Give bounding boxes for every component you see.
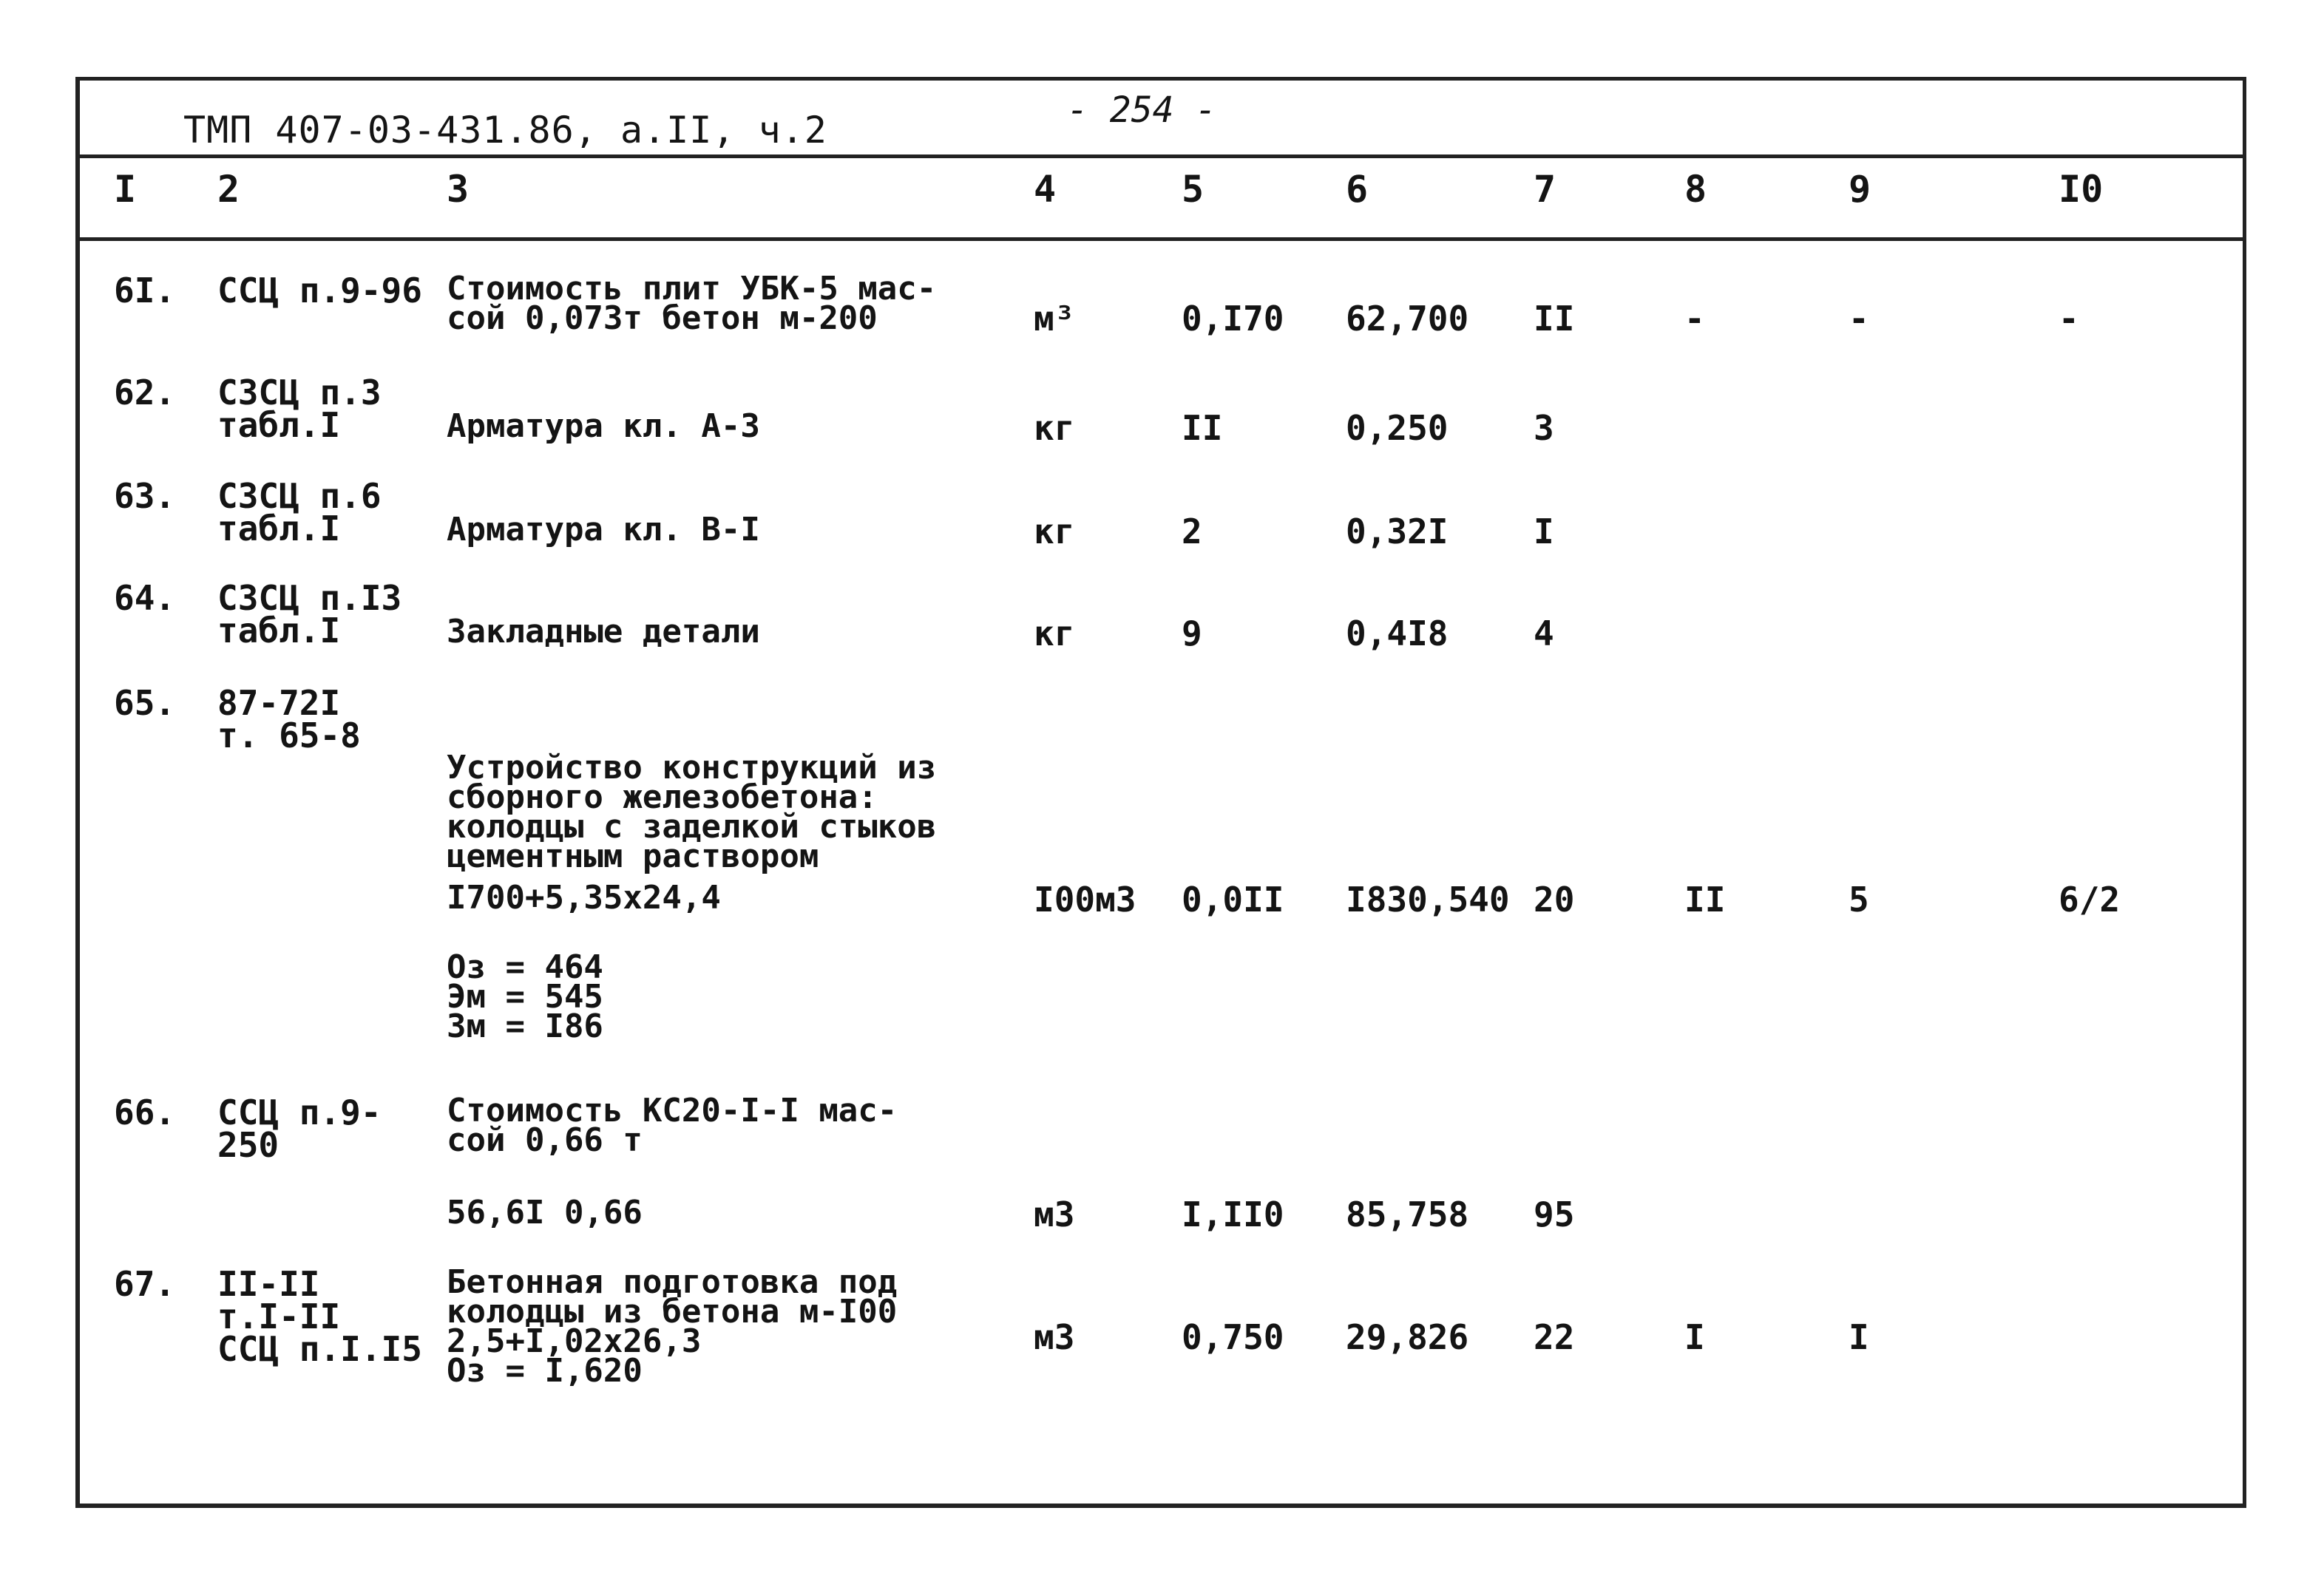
norm-reference — [217, 271, 422, 310]
value-c7: II — [1534, 299, 1575, 339]
col-header-6: 6 — [1346, 168, 1369, 211]
col-header-4: 4 — [1034, 168, 1057, 211]
norm-reference-line: ССЦ п.9- — [217, 1093, 382, 1132]
row-number: 6I. — [114, 271, 176, 310]
work-description — [447, 407, 760, 445]
work-description-line: 56,6I 0,66 — [447, 1194, 643, 1231]
work-description-line: Арматура кл. В-I — [447, 511, 760, 548]
value-price: I830,540 — [1346, 880, 1510, 920]
norm-reference — [217, 683, 361, 755]
work-description — [447, 1194, 643, 1231]
value-c8: II — [1684, 880, 1726, 920]
value-c7: 95 — [1534, 1195, 1575, 1234]
norm-reference-line: ССЦ п.I.I5 — [217, 1329, 422, 1369]
work-description-line: Стоимость КС20-I-I мас- — [447, 1092, 898, 1129]
work-description-line: 2,5+I,02x26,3 — [447, 1322, 702, 1360]
work-description-line: Стоимость плит УБК-5 мас- — [447, 270, 937, 308]
value-qty: 0,750 — [1182, 1317, 1284, 1357]
work-description-line: Бетонная подготовка под — [447, 1263, 898, 1301]
work-description — [447, 511, 760, 548]
work-description-line: сой 0,66 т — [447, 1121, 643, 1159]
value-unit: I00м3 — [1034, 880, 1136, 920]
value-c8: - — [1684, 299, 1705, 339]
col-header-10: I0 — [2059, 168, 2104, 211]
work-description-line: Закладные детали — [447, 613, 760, 650]
value-qty: 0,I70 — [1182, 299, 1284, 339]
work-description-line: Оз = 464 — [447, 948, 603, 986]
col-header-5: 5 — [1182, 168, 1205, 211]
norm-reference-line: СЗСЦ п.3 — [217, 373, 382, 412]
value-qty: 2 — [1182, 512, 1202, 551]
value-c9: 5 — [1849, 880, 1869, 920]
row-number: 62. — [114, 373, 176, 412]
value-unit: кг — [1034, 614, 1075, 653]
value-unit: кг — [1034, 512, 1075, 551]
norm-reference — [217, 1093, 382, 1165]
work-description — [447, 613, 760, 650]
work-description — [447, 1092, 898, 1159]
value-qty: 0,0II — [1182, 880, 1284, 920]
value-c10: - — [2059, 299, 2079, 339]
value-c7: 4 — [1534, 614, 1554, 653]
norm-reference-line: СЗСЦ п.6 — [217, 476, 382, 516]
norm-reference-line: СЗСЦ п.I3 — [217, 578, 402, 618]
row-number: 63. — [114, 476, 176, 516]
work-description-line: Эм = 545 — [447, 978, 603, 1016]
value-price: 85,758 — [1346, 1195, 1469, 1234]
col-header-2: 2 — [217, 168, 240, 211]
work-description-line: Оз = I,620 — [447, 1352, 643, 1390]
norm-reference-line: табл.I — [217, 405, 341, 445]
work-description — [447, 1263, 898, 1390]
value-c7: 3 — [1534, 408, 1554, 448]
document-frame — [75, 77, 2246, 1508]
norm-reference — [217, 373, 382, 445]
work-description — [447, 749, 937, 875]
column-header-divider — [80, 237, 2243, 241]
value-c7: I — [1534, 512, 1554, 551]
value-c8: I — [1684, 1317, 1705, 1357]
value-unit: м³ — [1034, 299, 1075, 339]
norm-reference-line: табл.I — [217, 509, 341, 548]
col-header-3: 3 — [447, 168, 470, 211]
norm-reference — [217, 476, 382, 548]
norm-reference-line: табл.I — [217, 611, 341, 650]
value-price: 29,826 — [1346, 1317, 1469, 1357]
value-c9: I — [1849, 1317, 1869, 1357]
value-price: 62,700 — [1346, 299, 1469, 339]
norm-reference-line: т.I-II — [217, 1297, 341, 1336]
work-description-line: Арматура кл. А-3 — [447, 407, 760, 445]
value-unit: кг — [1034, 408, 1075, 448]
value-price: 0,250 — [1346, 408, 1449, 448]
value-price: 0,4I8 — [1346, 614, 1449, 653]
norm-reference — [217, 578, 402, 650]
work-description — [447, 948, 603, 1045]
norm-reference-line: II-II — [217, 1264, 320, 1304]
col-header-7: 7 — [1534, 168, 1556, 211]
work-description-line: цементным раствором — [447, 838, 819, 875]
row-number: 65. — [114, 683, 176, 723]
value-c7: 22 — [1534, 1317, 1575, 1357]
work-description-line: I700+5,35x24,4 — [447, 879, 721, 917]
header-divider — [80, 154, 2243, 158]
value-qty: I,II0 — [1182, 1195, 1284, 1234]
value-qty: II — [1182, 408, 1223, 448]
row-number: 64. — [114, 578, 176, 618]
value-price: 0,32I — [1346, 512, 1449, 551]
row-number: 66. — [114, 1093, 176, 1132]
norm-reference-line: 87-72I — [217, 683, 341, 723]
norm-reference-line: т. 65-8 — [217, 716, 361, 755]
value-c10: 6/2 — [2059, 880, 2121, 920]
page-number: - 254 - — [1067, 89, 1217, 131]
work-description-line: колодцы с заделкой стыков — [447, 808, 937, 846]
work-description — [447, 270, 937, 337]
work-description-line: сборного железобетона: — [447, 778, 878, 816]
work-description-line: Устройство конструкций из — [447, 749, 937, 786]
work-description-line: сой 0,073т бетон м-200 — [447, 299, 878, 337]
work-description-line: Зм = I86 — [447, 1008, 603, 1045]
value-qty: 9 — [1182, 614, 1202, 653]
value-unit: м3 — [1034, 1195, 1075, 1234]
value-c9: - — [1849, 299, 1869, 339]
work-description-line: колодцы из бетона м-I00 — [447, 1293, 898, 1331]
work-description — [447, 879, 721, 917]
norm-reference — [217, 1264, 422, 1369]
col-header-1: I — [114, 168, 137, 211]
norm-reference-line: 250 — [217, 1125, 280, 1165]
value-c7: 20 — [1534, 880, 1575, 920]
norm-reference-line: ССЦ п.9-96 — [217, 271, 422, 310]
col-header-8: 8 — [1684, 168, 1707, 211]
document-code: ТМП 407-03-431.86, а.II, ч.2 — [183, 109, 827, 152]
value-unit: м3 — [1034, 1317, 1075, 1357]
row-number: 67. — [114, 1264, 176, 1304]
col-header-9: 9 — [1849, 168, 1871, 211]
